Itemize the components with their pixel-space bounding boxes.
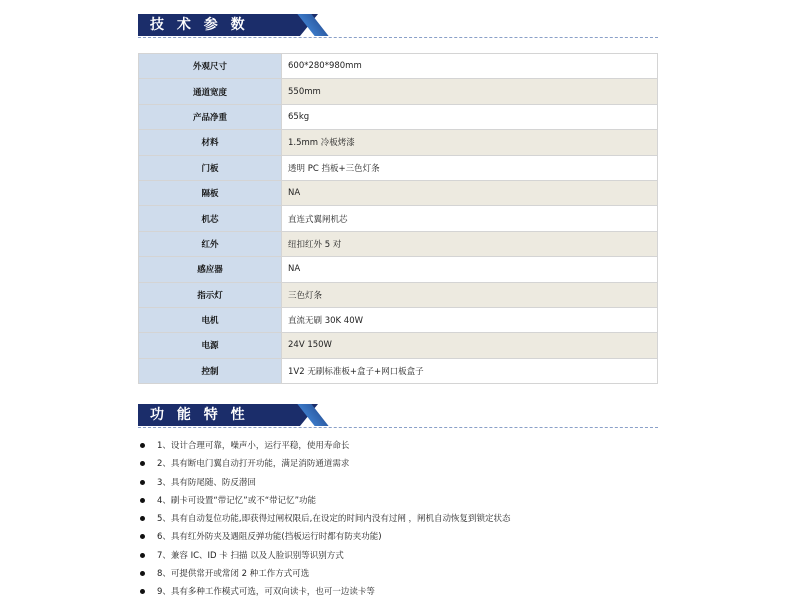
table-row [139, 282, 658, 307]
table-row [139, 257, 658, 282]
table-row [139, 155, 658, 180]
specs-section-title: 技 术 参 数 [138, 14, 300, 36]
list-item [140, 474, 511, 492]
table-row [139, 231, 658, 256]
spec-label: 外观尺寸 [139, 54, 282, 79]
bullet-icon [140, 571, 145, 576]
list-item [140, 528, 511, 546]
table-row [139, 307, 658, 332]
table-row [139, 130, 658, 155]
bullet-icon [140, 461, 145, 466]
spec-value: 透明 PC 挡板+三色灯条 [282, 155, 658, 180]
features-section-title: 功 能 特 性 [138, 404, 300, 426]
list-item [140, 510, 511, 528]
table-row [139, 54, 658, 79]
bullet-icon [140, 498, 145, 503]
spec-value: 直连式翼闸机芯 [282, 206, 658, 231]
features-section-header [138, 404, 658, 426]
spec-label: 红外 [139, 231, 282, 256]
list-item [140, 437, 511, 455]
spec-label: 指示灯 [139, 282, 282, 307]
feature-text: 3、具有防尾随、防反潜回 [157, 477, 256, 488]
bullet-icon [140, 553, 145, 558]
spec-value: 550mm [282, 79, 658, 104]
feature-text: 7、兼容 IC、ID 卡 扫描 以及人脸识别等识别方式 [157, 550, 344, 561]
spec-label: 隔板 [139, 180, 282, 205]
feature-text: 1、设计合理可靠，噪声小，运行平稳，使用寿命长 [157, 441, 350, 451]
feature-text: 4、刷卡可设置“带记忆”或不“带记忆”功能 [157, 495, 317, 506]
bullet-icon [140, 589, 145, 594]
feature-text: 6、具有红外防夹及遇阻反弹功能(挡板运行时都有防夹功能) [157, 532, 382, 543]
spec-label: 门板 [139, 155, 282, 180]
list-item [140, 492, 511, 510]
feature-text: 9、具有多种工作模式可选，可双向读卡，也可一边读卡等 [157, 587, 375, 598]
spec-label: 产品净重 [139, 104, 282, 129]
table-row [139, 206, 658, 231]
spec-value: NA [282, 257, 658, 282]
table-row [139, 180, 658, 205]
spec-value: NA [282, 180, 658, 205]
list-item [140, 455, 511, 473]
specs-table [138, 53, 658, 384]
table-row [139, 358, 658, 383]
header-divider [138, 427, 658, 428]
feature-text: 2、具有断电门翼自动打开功能，满足消防通道需求 [157, 459, 350, 470]
table-row [139, 333, 658, 358]
spec-label: 控制 [139, 358, 282, 383]
bullet-icon [140, 534, 145, 539]
table-row [139, 79, 658, 104]
features-list [140, 437, 511, 602]
list-item [140, 565, 511, 583]
spec-value: 纽扣红外 5 对 [282, 231, 658, 256]
spec-value: 直流无刷 30K 40W [282, 307, 658, 332]
bullet-icon [140, 480, 145, 485]
bullet-icon [140, 516, 145, 521]
spec-value: 600*280*980mm [282, 54, 658, 79]
spec-value: 1.5mm 冷板烤漆 [282, 130, 658, 155]
spec-value: 65kg [282, 104, 658, 129]
bullet-icon [140, 443, 145, 448]
spec-value: 24V 150W [282, 333, 658, 358]
spec-label: 通道宽度 [139, 79, 282, 104]
spec-value: 三色灯条 [282, 282, 658, 307]
spec-label: 感应器 [139, 257, 282, 282]
feature-text: 8、可提供常开或常闭 2 种工作方式可选 [157, 569, 310, 580]
list-item [140, 547, 511, 565]
list-item [140, 583, 511, 601]
spec-label: 电源 [139, 333, 282, 358]
spec-label: 材料 [139, 130, 282, 155]
specs-section-header [138, 14, 658, 36]
header-divider [138, 37, 658, 38]
spec-label: 机芯 [139, 206, 282, 231]
spec-label: 电机 [139, 307, 282, 332]
spec-value: 1V2 无刷标准板+盒子+网口板盒子 [282, 358, 658, 383]
table-row [139, 104, 658, 129]
feature-text: 5、具有自动复位功能,即获得过闸权限后,在设定的时间内没有过闸 ，闸机自动恢复到锁定状态 [157, 514, 511, 525]
